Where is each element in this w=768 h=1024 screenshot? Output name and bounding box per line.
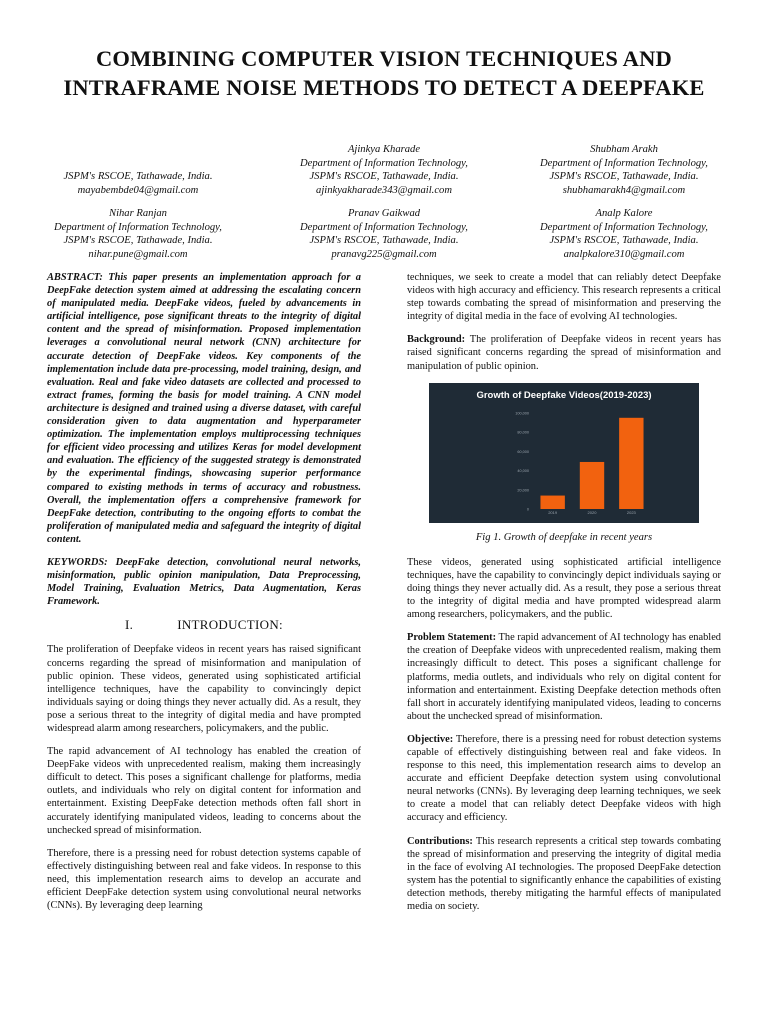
intro-paragraph: Therefore, there is a pressing need for robust detection systems capable of effectively distinguishing between real and fake videos. In response to this need, this implementation research aims to develop an accurate and efficient DeepFake detection system using convolutional neural networks (CNNs). By leveraging deep learning	[47, 847, 361, 912]
contributions-text: This research represents a critical step towards combating the spread of misinformation and preserving the integrity of digital media in the face of evolving AI technologies. The proposed DeepFake detection system has the potential to significantly enhance the capabilities of existing detection methods, thereby mitigating the harmful effects of manipulated media on society.	[407, 835, 721, 912]
author-block	[28, 207, 248, 261]
intro-paragraph: techniques, we seek to create a model that can reliably detect Deepfake videos with high accuracy and efficiency. This research represents a critical step towards combating the spread of misinformation and preserving the integrity of digital media in the face of evolving AI technologies.	[407, 272, 721, 323]
author-email: shubhamarakh4@gmail.com	[562, 184, 686, 196]
author-affiliation	[28, 157, 248, 171]
author-email: ajinkyakharade343@gmail.com	[316, 184, 452, 196]
keywords: KEYWORDS: DeepFake detection, convolutional neural networks, misinformation, public opinion manipulation, Data Preprocessing, Model Training, Evaluation Metrics, Data Augmentation, Keras Framework.	[47, 556, 361, 608]
y-tick-label: 60,000	[517, 449, 529, 454]
author-affiliation: Department of Information Technology,	[54, 221, 222, 233]
x-tick-label: 2020	[587, 509, 597, 515]
problem-label: Problem Statement:	[407, 632, 497, 644]
author-affiliation: Department of Information Technology,	[300, 157, 468, 169]
author-name	[28, 143, 248, 157]
section-title: INTRODUCTION:	[177, 617, 283, 633]
author-email: pranavg225@gmail.com	[331, 248, 437, 260]
author-email: mayabembde04@gmail.com	[77, 184, 199, 196]
author-email: nihar.pune@gmail.com	[88, 248, 188, 260]
author-block	[28, 143, 248, 197]
chart-bar	[619, 417, 643, 508]
author-institute: JSPM's RSCOE, Tathawade, India.	[63, 171, 213, 183]
background-paragraph	[407, 333, 721, 372]
author-name: Nihar Ranjan	[109, 208, 167, 219]
x-tick-label: 2023	[626, 509, 636, 515]
intro-paragraph: The rapid advancement of AI technology has enabled the creation of DeepFake videos with unprecedented realism, making them increasingly difficult to detect. This poses a significant challenge for platforms, media outlets, and individuals who rely on digital content for information and entertainment. Existing DeepFake detection methods often fall short in accurately identifying manipulated videos, leading to concerns about the unchecked spread of misinformation.	[47, 746, 361, 836]
author-name: Ajinkya Kharade	[347, 144, 421, 155]
author-institute: JSPM's RSCOE, Tathawade, India.	[549, 171, 699, 183]
objective-label: Objective:	[407, 733, 454, 745]
author-block	[514, 207, 734, 261]
author-block	[514, 143, 734, 197]
author-block	[274, 143, 494, 197]
contributions-paragraph	[407, 835, 721, 914]
background-text: The proliferation of Deepfake videos in recent years has raised significant concerns regarding the spread of misinformation and manipulation of public opinion.	[407, 334, 721, 372]
y-tick-label: 40,000	[517, 468, 529, 473]
y-tick-label: 100,000	[515, 411, 529, 416]
chart-bar	[580, 462, 604, 509]
author-affiliation: Department of Information Technology,	[300, 221, 468, 233]
growth-chart	[429, 383, 699, 523]
section-heading	[47, 618, 361, 631]
chart-title: Growth of Deepfake Videos(2019-2023)	[476, 389, 652, 401]
paper-title: COMBINING COMPUTER VISION TECHNIQUES AND INTRAFRAME NOISE METHODS TO DETECT A DEEPFAKE	[63, 46, 705, 100]
author-email: analpkalore310@gmail.com	[563, 248, 685, 260]
contributions-label: Contributions:	[407, 835, 473, 847]
right-column	[407, 271, 721, 923]
author-institute: JSPM's RSCOE, Tathawade, India.	[63, 235, 213, 247]
chart-bar	[540, 495, 564, 508]
author-affiliation: Department of Information Technology,	[540, 221, 708, 233]
author-name: Pranav Gaikwad	[347, 208, 421, 219]
chart-svg	[429, 383, 699, 523]
problem-paragraph	[407, 631, 721, 723]
problem-text: The rapid advancement of AI technology has enabled the creation of Deepfake videos with unprecedented realism, making them increasingly difficult to detect. This poses a significant challenge for platforms, media outlets, and individuals who rely on digital content for information and entertainment. Existing Deepfake detection methods often fall short in accurately identifying manipulated videos, leading to concerns about the unchecked spread of misinformation.	[407, 632, 721, 722]
figure-caption: Fig 1. Growth of deepfake in recent years	[475, 531, 653, 543]
y-tick-label: 20,000	[517, 487, 529, 492]
author-block	[274, 207, 494, 261]
y-tick-label: 80,000	[517, 430, 529, 435]
author-institute: JSPM's RSCOE, Tathawade, India.	[549, 235, 699, 247]
y-tick-label: 0	[526, 507, 529, 512]
author-name: Shubham Arakh	[590, 144, 658, 155]
objective-text: Therefore, there is a pressing need for robust detection systems capable of effectively distinguishing between real and fake videos. In response to this need, this implementation research aims to develop an accurate and efficient Deepfake detection system using convolutional neural networks (CNNs). By leveraging deep learning techniques, we seek to create a model that can reliably detect Deepfake videos with high accuracy and efficiency.	[407, 733, 721, 824]
author-affiliation: Department of Information Technology,	[540, 157, 708, 169]
x-tick-label: 2019	[548, 509, 558, 515]
intro-paragraph: The proliferation of Deepfake videos in recent years has raised significant concerns regarding the spread of misinformation and manipulation of public opinion. These videos, generated using sophisticated artificial intelligence techniques, have the capability to convincingly depict individuals saying or doing things they never actually did. As a result, they pose a serious threat to the integrity of digital media and have prompted widespread alarm among researchers, policymakers, and the public.	[47, 644, 361, 734]
section-number: I.	[125, 617, 134, 633]
abstract: ABSTRACT: This paper presents an implementation approach for a DeepFake detection system aimed at addressing the escalating concern of manipulated media. DeepFake videos, fueled by advancements in artificial intelligence, pose significant threats to the integrity of digital content and the spread of misinformation. Proposed implementation leverages a convolutional neural network (CNN) architecture for accurate detection of DeepFake videos. Key components of the implementation include data pre-processing, model training, design, and evaluation. Real and fake video datasets are collected and processed to extract frames, forming the basis for model training. A CNN model architecture is designed and trained using a diverse dataset, with careful consideration given to data augmentation and hyperparameter optimization. The implementation employs multiprocessing techniques for efficient video processing and utilizes Keras for model development and evaluation. The efficiency of the suggested strategy is demonstrated by the experimental findings, showcasing superior performance compared to existing methods in terms of accuracy and robustness. Overall, the implementation offers a comprehensive framework for DeepFake detection, contributing to the ongoing efforts to combat the proliferation of manipulated media and safeguard the integrity of digital content.	[47, 272, 361, 545]
author-name: Analp Kalore	[595, 208, 653, 219]
objective-paragraph	[407, 733, 721, 825]
background-label: Background:	[407, 334, 466, 346]
left-column	[47, 271, 361, 922]
author-institute: JSPM's RSCOE, Tathawade, India.	[309, 235, 459, 247]
body-paragraph: These videos, generated using sophisticated artificial intelligence techniques, have the capability to convincingly depict individuals saying or doing things they never actually did. As a result, they pose a serious threat to the integrity of digital media and have prompted widespread alarm among researchers, policymakers, and the public.	[407, 556, 721, 621]
author-institute: JSPM's RSCOE, Tathawade, India.	[309, 171, 459, 183]
